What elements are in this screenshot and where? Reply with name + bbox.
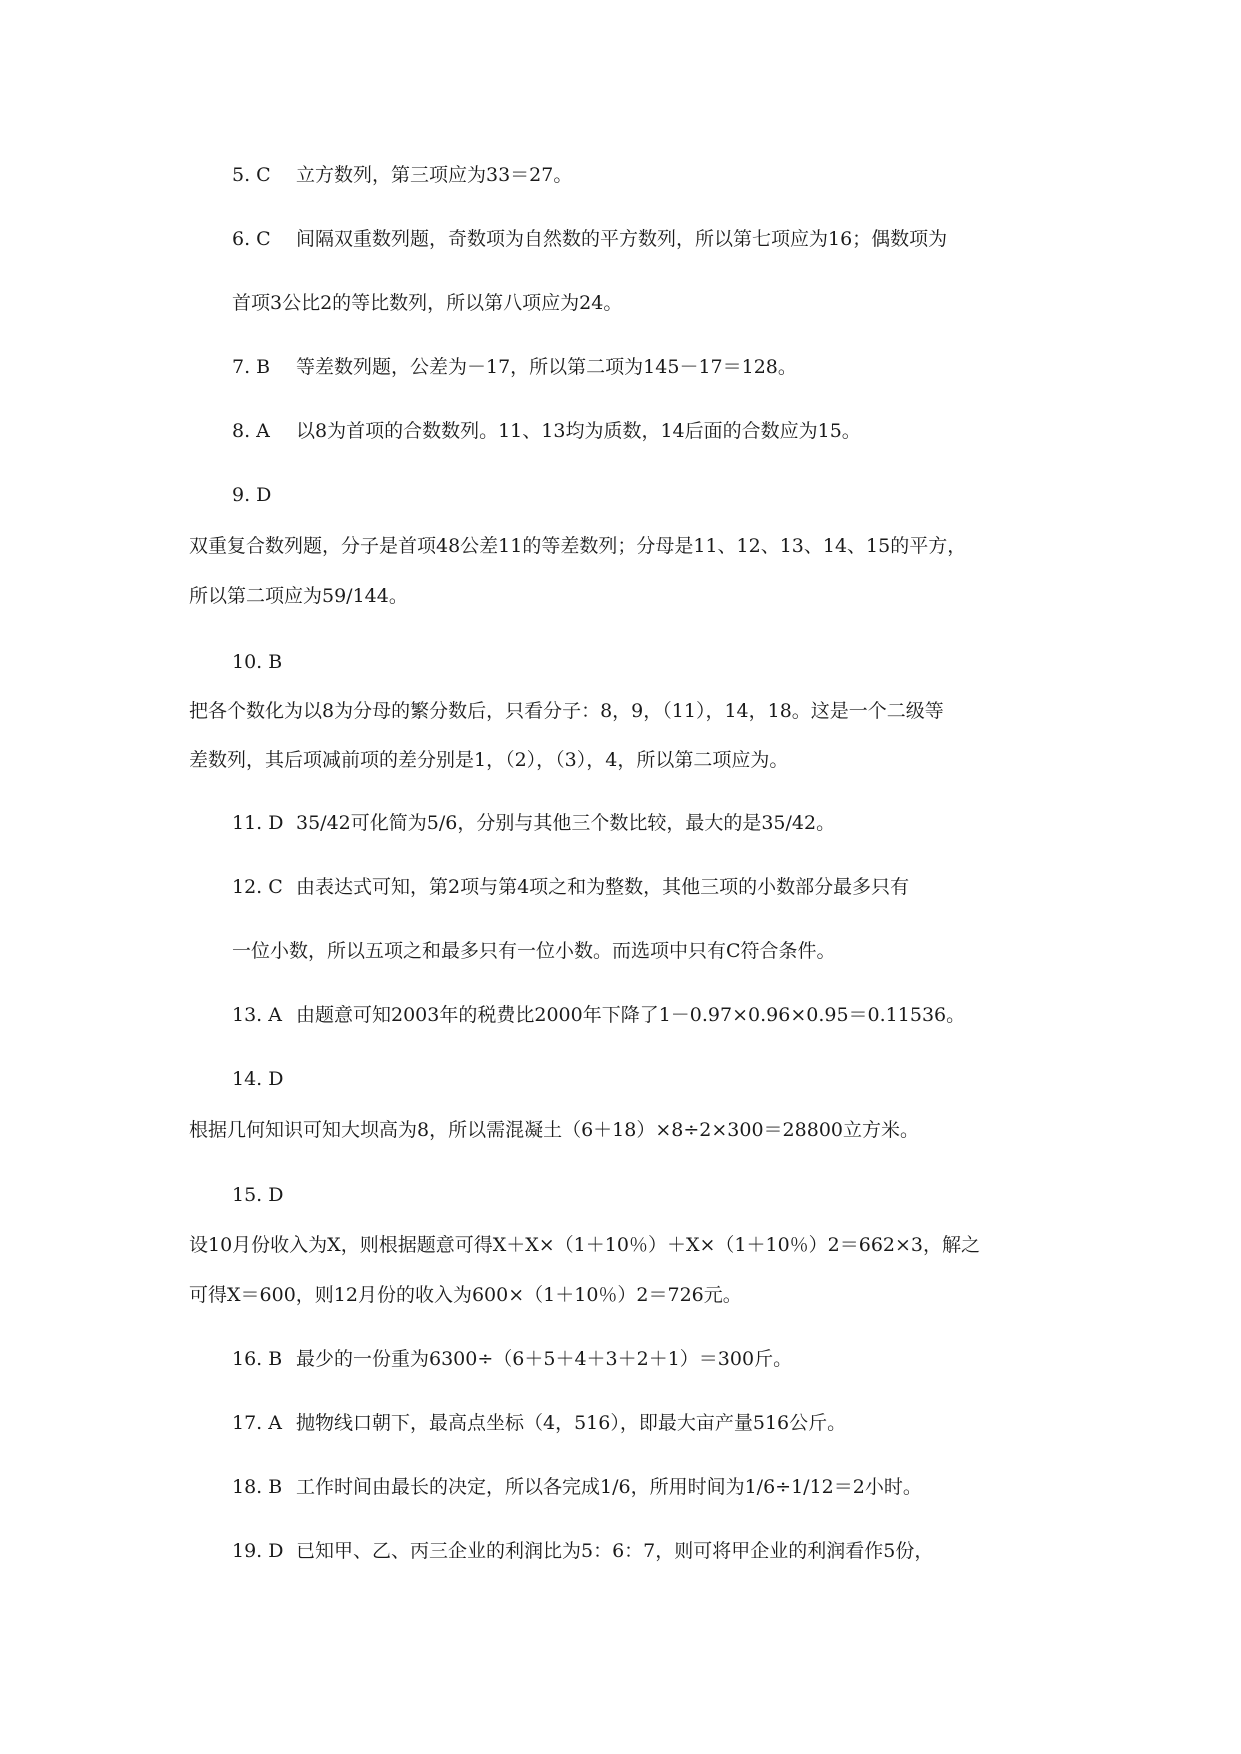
answer-12-continuation [232, 939, 836, 963]
answer-explanation: 等差数列题，公差为－17，所以第二项为145－17＝128。 [296, 356, 797, 378]
answer-explanation: 最少的一份重为6300÷（6＋5＋4＋3＋2＋1）＝300斤。 [296, 1348, 793, 1370]
answer-explanation: 可得X＝600，则12月份的收入为600×（1＋10％）2＝726元。 [189, 1284, 742, 1306]
answer-number: 9. D [232, 484, 272, 506]
answer-explanation: 双重复合数列题，分子是首项48公差11的等差数列；分母是11、12、13、14、15的平方， [189, 535, 967, 557]
answer-12 [232, 875, 909, 899]
answer-explanation: 立方数列，第三项应为33＝27。 [296, 164, 573, 186]
answer-number: 8. A [232, 420, 270, 442]
answer-9-explanation [189, 534, 966, 558]
answer-6 [232, 227, 947, 251]
answer-10 [232, 650, 296, 674]
answer-explanation: 把各个数化为以8为分母的繁分数后，只看分子：8，9，（11），14，18。这是一个二级等 [189, 700, 944, 722]
answer-19 [232, 1539, 933, 1563]
answer-explanation: 抛物线口朝下，最高点坐标（4，516），即最大亩产量516公斤。 [296, 1412, 847, 1434]
answer-explanation: 根据几何知识可知大坝高为8，所以需混凝土（6＋18）×8÷2×300＝28800立方米。 [189, 1119, 919, 1141]
answer-explanation: 以8为首项的合数数列。11、13均为质数，14后面的合数应为15。 [296, 420, 861, 442]
answer-number: 10. B [232, 651, 283, 673]
answer-number: 7. B [232, 356, 271, 378]
answer-explanation: 工作时间由最长的决定，所以各完成1/6，所用时间为1/6÷1/12＝2小时。 [296, 1476, 922, 1498]
answer-15-continuation [189, 1283, 742, 1307]
answer-number: 12. C [232, 876, 283, 898]
answer-10-explanation [189, 699, 944, 723]
answer-8 [232, 419, 861, 443]
answer-explanation: 已知甲、乙、丙三企业的利润比为5：6：7，则可将甲企业的利润看作5份， [296, 1540, 934, 1562]
answer-number: 5. C [232, 164, 271, 186]
answer-15 [232, 1183, 296, 1207]
answer-number: 18. B [232, 1476, 283, 1498]
answer-number: 16. B [232, 1348, 283, 1370]
answer-number: 11. D [232, 812, 284, 834]
answer-explanation: 间隔双重数列题，奇数项为自然数的平方数列，所以第七项应为16；偶数项为 [296, 228, 948, 250]
answer-explanation: 由表达式可知，第2项与第4项之和为整数，其他三项的小数部分最多只有 [296, 876, 910, 898]
answer-11 [232, 811, 835, 835]
answer-explanation: 所以第二项应为59/144。 [189, 585, 408, 607]
answer-explanation: 35/42可化简为5/6，分别与其他三个数比较，最大的是35/42。 [296, 812, 836, 834]
answer-number: 15. D [232, 1184, 284, 1206]
answer-explanation: 首项3公比2的等比数列，所以第八项应为24。 [232, 292, 623, 314]
answer-6-continuation [232, 291, 622, 315]
answer-number: 13. A [232, 1004, 282, 1026]
answer-explanation: 设10月份收入为X，则根据题意可得X＋X×（1＋10％）＋X×（1＋10％）2＝662×3，解之 [189, 1234, 981, 1256]
answer-13 [232, 1003, 965, 1027]
answer-14 [232, 1067, 296, 1091]
answer-number: 19. D [232, 1540, 284, 1562]
answer-16 [232, 1347, 792, 1371]
answer-explanation: 一位小数，所以五项之和最多只有一位小数。而选项中只有C符合条件。 [232, 940, 836, 962]
answer-number: 6. C [232, 228, 271, 250]
answer-15-explanation [189, 1233, 980, 1257]
answer-5 [232, 163, 572, 187]
answer-explanation: 由题意可知2003年的税费比2000年下降了1－0.97×0.96×0.95＝0.11536。 [296, 1004, 966, 1026]
answer-explanation: 差数列，其后项减前项的差分别是1，（2），（3），4，所以第二项应为。 [189, 749, 789, 771]
answer-9 [232, 483, 296, 507]
answer-number: 17. A [232, 1412, 282, 1434]
answer-number: 14. D [232, 1068, 284, 1090]
answer-7 [232, 355, 797, 379]
answer-18 [232, 1475, 922, 1499]
answer-9-continuation [189, 584, 408, 608]
answer-10-continuation [189, 748, 788, 772]
answer-14-explanation [189, 1118, 919, 1142]
answer-17 [232, 1411, 846, 1435]
